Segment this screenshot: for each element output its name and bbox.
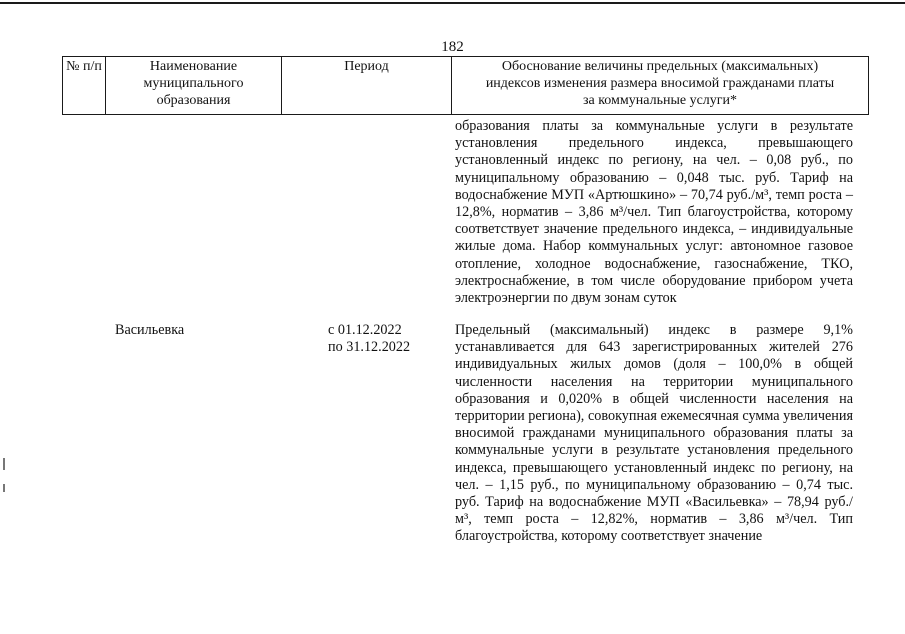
basis-text-block [455,322,853,546]
header-col-municipality: Наименование муниципального образования [105,57,281,114]
scan-artifact-mark [3,484,5,492]
continuation-paragraph: образования платы за коммунальные услуги в результате установления предельного индекса, превышающего установленный индекс по региону, на чел. – 0,08 руб., по муниципальному образованию – 0,048 тыс. руб. Тариф на водоснабжение МУП «Артюшкино» – 70,74 руб./м³, темп роста – 12,8%, норматив – 3,86 м³/чел. Тип благоустройства, которому соответствует значение предельного индекса, – индивидуальные жилые дома. Набор коммунальных услуг: автономное газовое отопление, холодное водоснабжение, газоснабжение, ТКО, электроснабжение, в том числе оборудование прибором учета электроэнергии по двум зонам суток [455,118,853,307]
header-col-number: № п/п [66,59,102,74]
header-col-basis-line: индексов изменения размера вносимой гражданами платы [485,76,835,91]
table-header [62,56,869,115]
basis-paragraph: Предельный (максимальный) индекс в размере 9,1% устанавливается для 643 зарегистрированных жителей 276 индивидуальных жилых домов (доля – 100,0% в общей численности населения на территории муниципального образования и 0,020% в общей численности населения на территории региона), совокупная ежемесячная сумма увеличения вносимой гражданами муниципального образования платы за коммунальные услуги в результате установления предельного индекса, превышающего установленный индекс по региону, на чел. – 1,15 руб., по муниципальному образованию – 0,74 тыс. руб. Тариф на водоснабжение МУП «Васильевка» – 78,94 руб./м³, темп роста – 12,82%, норматив – 3,86 м³/чел. Тип благоустройства, которому соответствует значение [455,322,853,545]
period-cell [328,322,410,356]
header-col-period: Период [281,57,451,114]
period-to: по 31.12.2022 [328,339,411,355]
top-border-line [0,2,905,4]
header-col-basis [451,57,868,114]
continuation-text-block [455,118,853,307]
municipality-name: Васильевка [115,322,185,338]
period-from: с 01.12.2022 [328,322,402,338]
header-col-basis-line: Обоснование величины предельных (максимальных) [501,59,819,74]
scan-artifact-mark [3,458,5,470]
header-col-basis-line: за коммунальные услуги* [582,93,738,108]
page-number: 182 [441,39,464,55]
